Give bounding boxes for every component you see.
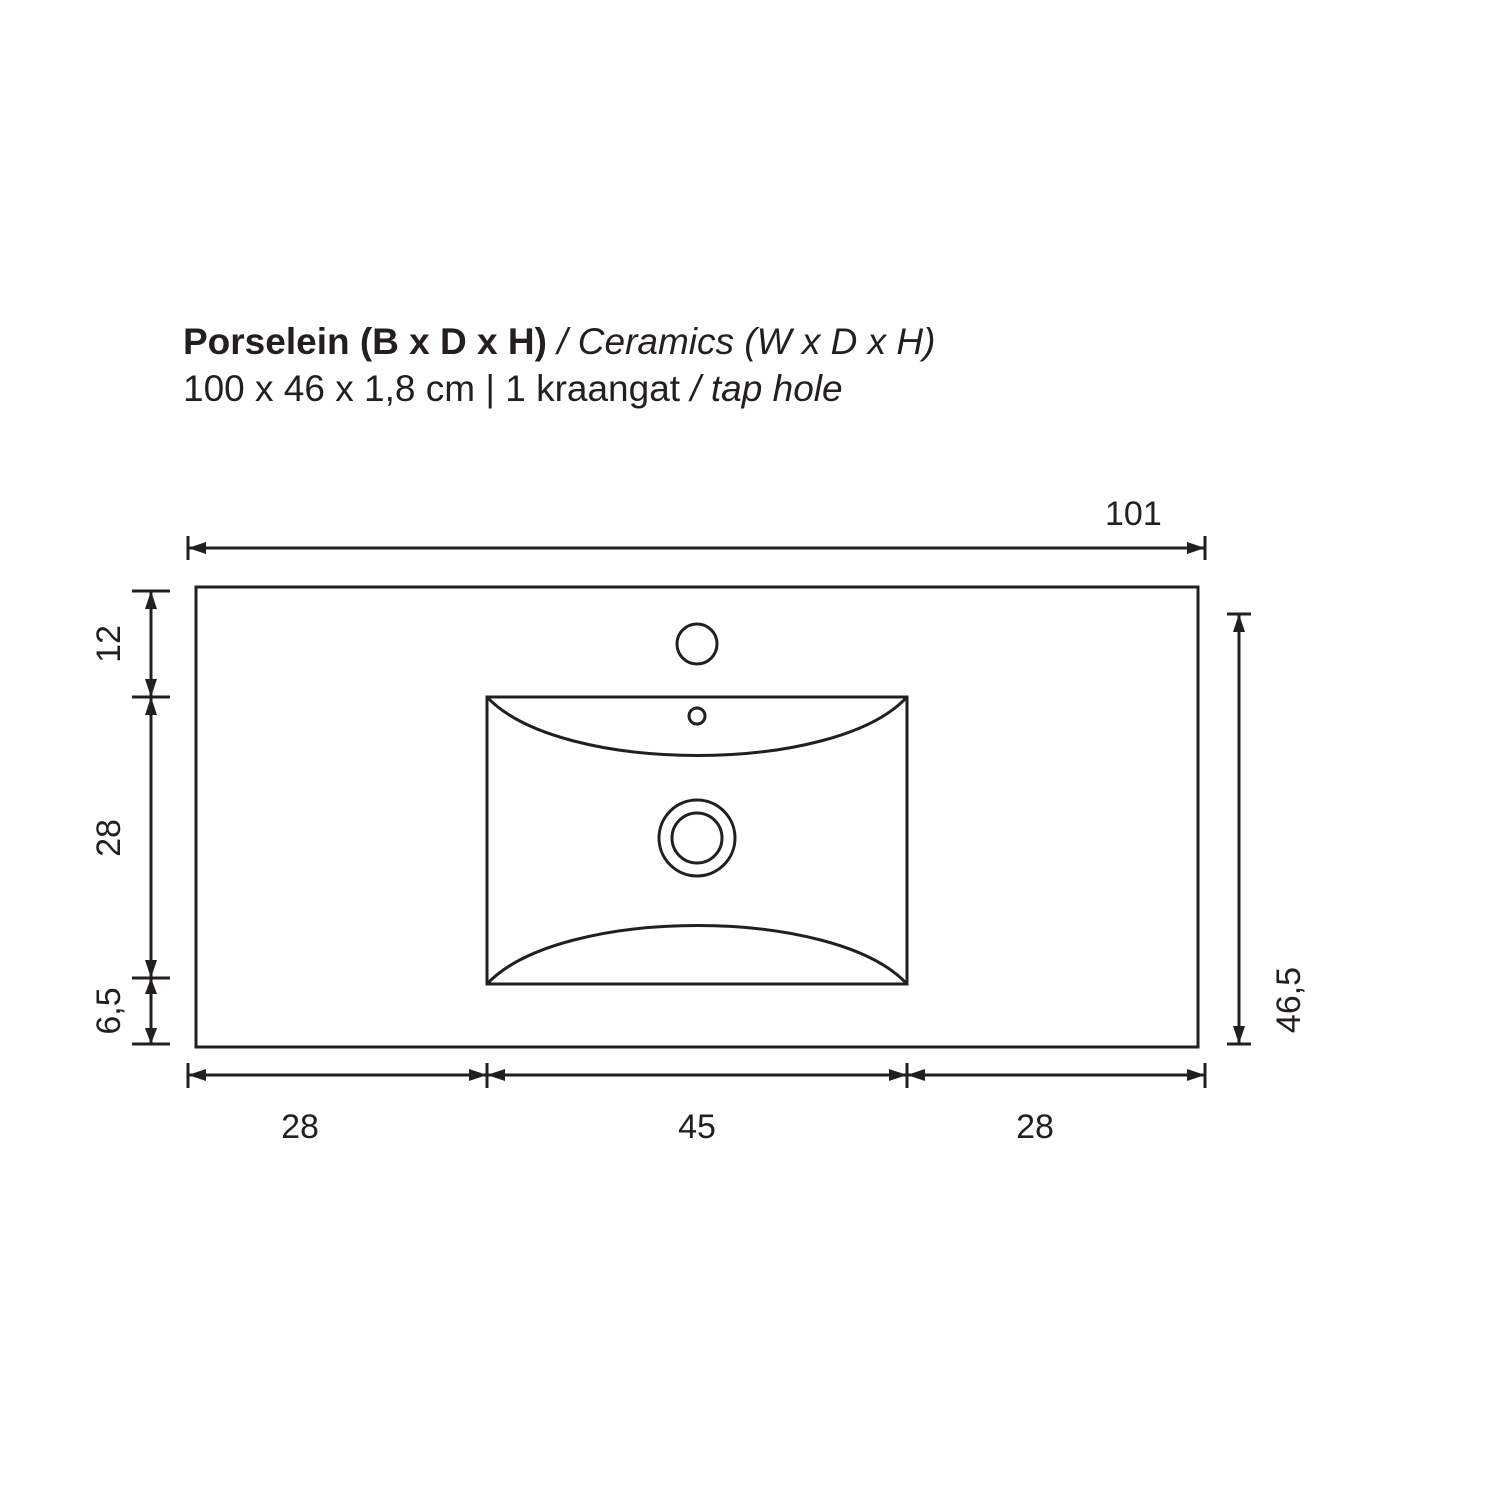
title-dimensions-translation: / tap hole	[680, 368, 843, 410]
label-vertical-bottom: 6,5	[90, 987, 128, 1035]
countertop-outline	[196, 587, 1198, 1047]
label-vertical-top: 12	[90, 625, 128, 663]
dimension-line-width-total	[188, 536, 1205, 560]
dimension-line-bottom-chain	[188, 1063, 1205, 1088]
overflow-hole-circle	[689, 708, 705, 724]
label-width-total: 101	[1105, 495, 1162, 533]
basin-outline	[487, 697, 907, 984]
label-bottom-left: 28	[281, 1108, 319, 1146]
dimension-line-depth-total	[1227, 614, 1251, 1044]
title-product-label: Porselein (B x D x H)	[183, 321, 547, 362]
tap-hole-circle	[677, 624, 717, 664]
label-bottom-center: 45	[678, 1108, 716, 1146]
title-dimensions: 100 x 46 x 1,8 cm | 1 kraangat	[183, 368, 681, 410]
dimension-line-left-vertical-stack	[132, 591, 170, 1044]
basin-top-curve	[487, 697, 907, 756]
basin-bottom-curve	[487, 926, 907, 985]
drain-inner-circle	[672, 813, 722, 863]
title-product-label-translation: / Ceramics (W x D x H)	[546, 321, 936, 362]
label-vertical-middle: 28	[90, 819, 128, 857]
drain-outer-circle	[659, 800, 735, 876]
label-depth-total: 46,5	[1270, 966, 1308, 1034]
label-bottom-right: 28	[1016, 1108, 1054, 1146]
